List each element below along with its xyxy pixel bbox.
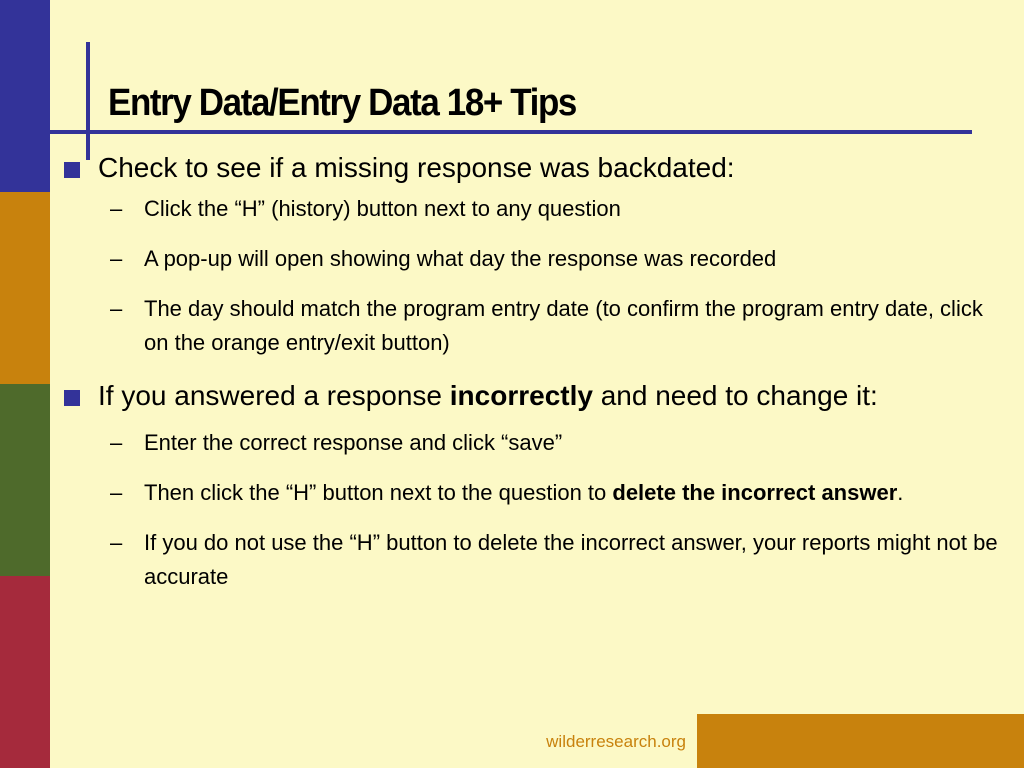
bullet-text-part1: If you answered a response <box>98 380 450 411</box>
footer-orange-block <box>697 714 1024 768</box>
sub-bullet-text: The day should match the program entry date (to confirm the program entry date, click on the orange entry/exit button) <box>144 296 983 355</box>
sub-bullet-text: Click the “H” (history) button next to any question <box>144 196 621 221</box>
dash-icon: – <box>110 430 123 455</box>
sub-bullet-popup <box>64 242 1004 276</box>
bullet-incorrect-response <box>64 378 1004 414</box>
left-stripe-red <box>0 576 50 768</box>
left-stripe-orange <box>0 192 50 384</box>
bullet-text-part2: and need to change it: <box>592 380 878 411</box>
title-vertical-rule <box>86 42 90 160</box>
footer-website-link[interactable]: wilderresearch.org <box>546 732 686 751</box>
bullet-text-bold: incorrectly <box>449 380 593 411</box>
bullet-text: Check to see if a missing response was backdated: <box>98 152 735 183</box>
sub-bullet-text-part1: Then click the “H” button next to the question to <box>144 480 613 505</box>
sub-bullet-text: A pop-up will open showing what day the response was recorded <box>144 246 777 271</box>
sub-bullet-match-date <box>64 292 1004 360</box>
sub-bullet-text-bold: delete the incorrect answer <box>612 480 898 505</box>
square-bullet-icon <box>64 390 80 406</box>
dash-icon: – <box>110 196 123 221</box>
slide-body <box>64 150 1004 594</box>
sub-bullet-history <box>64 192 1004 226</box>
left-stripe-green <box>0 384 50 576</box>
sub-bullet-enter-correct <box>64 426 1004 460</box>
square-bullet-icon <box>64 162 80 178</box>
sub-bullet-accuracy-warning <box>64 526 1004 594</box>
sub-bullet-text: If you do not use the “H” button to delete the incorrect answer, your reports might not be accurate <box>144 530 998 589</box>
dash-icon: – <box>110 530 123 555</box>
dash-icon: – <box>110 246 123 271</box>
dash-icon: – <box>110 296 123 321</box>
slide-title: Entry Data/Entry Data 18+ Tips <box>108 82 576 124</box>
bullet-missing-response <box>64 150 1004 186</box>
left-stripe-blue <box>0 0 50 192</box>
sub-bullet-text: Enter the correct response and click “save” <box>144 430 563 455</box>
sub-bullet-delete-incorrect <box>64 476 1004 510</box>
dash-icon: – <box>110 480 123 505</box>
sub-bullet-text-part2: . <box>897 480 904 505</box>
title-horizontal-rule <box>50 130 972 134</box>
